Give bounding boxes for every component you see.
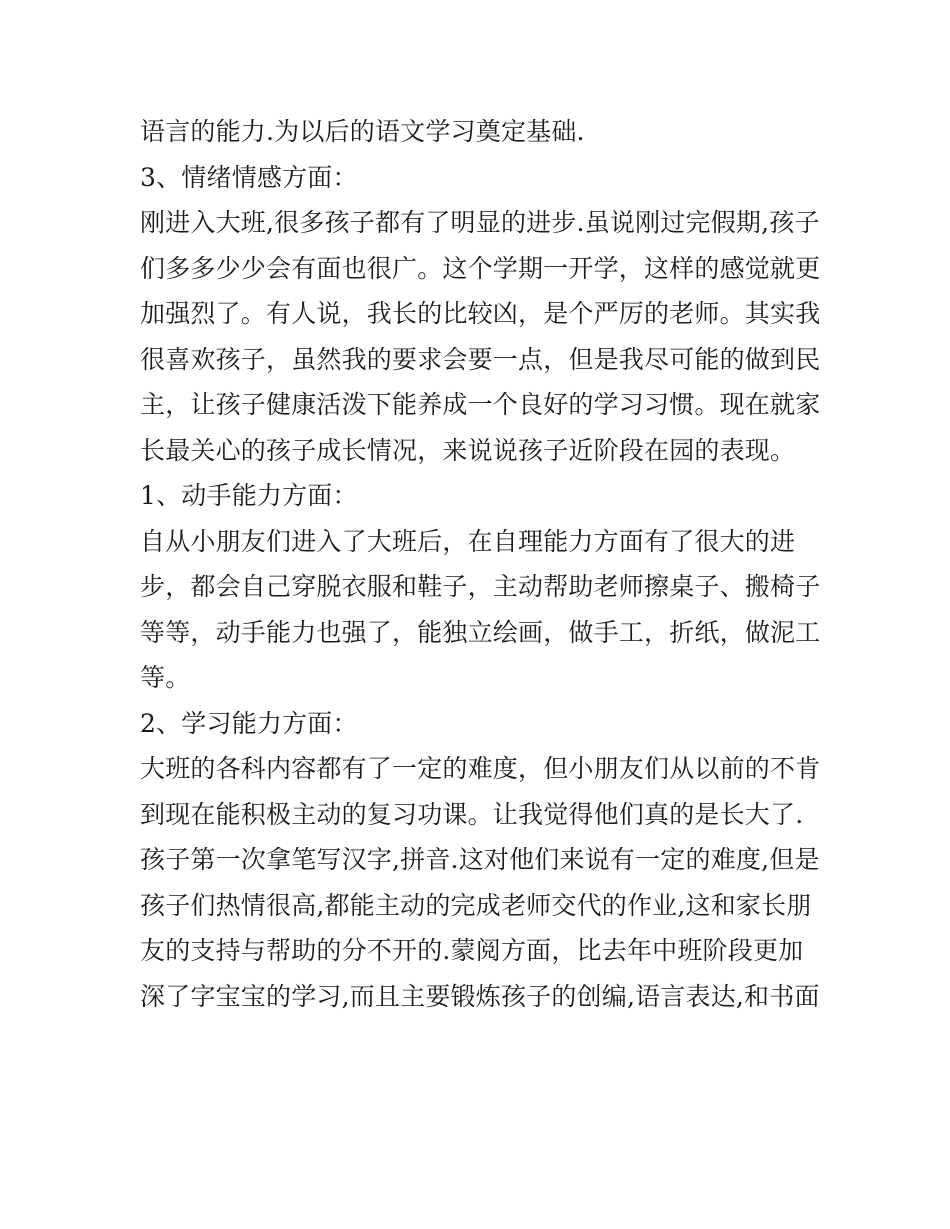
text-line: 大班的各科内容都有了一定的难度，但小朋友们从以前的不肯 bbox=[140, 754, 821, 783]
section-heading: 2、学习能力方面： bbox=[140, 708, 358, 738]
text-line: 语言的能力.为以后的语文学习奠定基础. bbox=[140, 117, 585, 146]
body-text bbox=[140, 109, 820, 1019]
text-line: 步，都会自己穿脱衣服和鞋子，主动帮助老师擦桌子、搬椅子 bbox=[140, 572, 821, 601]
text-line: 深了字宝宝的学习,而且主要锻炼孩子的创编,语言表达,和书面 bbox=[140, 981, 820, 1011]
text-line: 主，让孩子健康活泼下能养成一个良好的学习习惯。现在就家 bbox=[140, 390, 821, 419]
text-line: 友的支持与帮助的分不开的.蒙阅方面，比去年中班阶段更加 bbox=[140, 936, 804, 965]
section-heading: 3、情绪情感方面： bbox=[140, 162, 358, 192]
text-line: 到现在能积极主动的复习功课。让我觉得他们真的是长大了. bbox=[140, 799, 804, 829]
text-line: 很喜欢孩子，虽然我的要求会要一点，但是我尽可能的做到民 bbox=[140, 344, 821, 374]
text-line: 长最关心的孩子成长情况，来说说孩子近阶段在园的表现。 bbox=[140, 435, 796, 465]
text-line: 孩子们热情很高,都能主动的完成老师交代的作业,这和家长朋 bbox=[140, 890, 812, 920]
text-line: 等等，动手能力也强了，能独立绘画，做手工，折纸，做泥工 bbox=[140, 617, 821, 647]
text-line: 加强烈了。有人说，我长的比较凶，是个严厉的老师。其实我 bbox=[140, 299, 821, 328]
text-line: 等。 bbox=[140, 663, 191, 692]
text-line: 们多多少少会有面也很广。这个学期一开学，这样的感觉就更 bbox=[140, 253, 821, 283]
text-line: 自从小朋友们进入了大班后，在自理能力方面有了很大的进 bbox=[140, 526, 796, 556]
section-heading: 1、动手能力方面： bbox=[140, 481, 358, 510]
text-line: 刚进入大班,很多孩子都有了明显的进步.虽说刚过完假期,孩子 bbox=[140, 208, 820, 237]
text-line: 孩子第一次拿笔写汉字,拼音.这对他们来说有一定的难度,但是 bbox=[140, 845, 820, 874]
